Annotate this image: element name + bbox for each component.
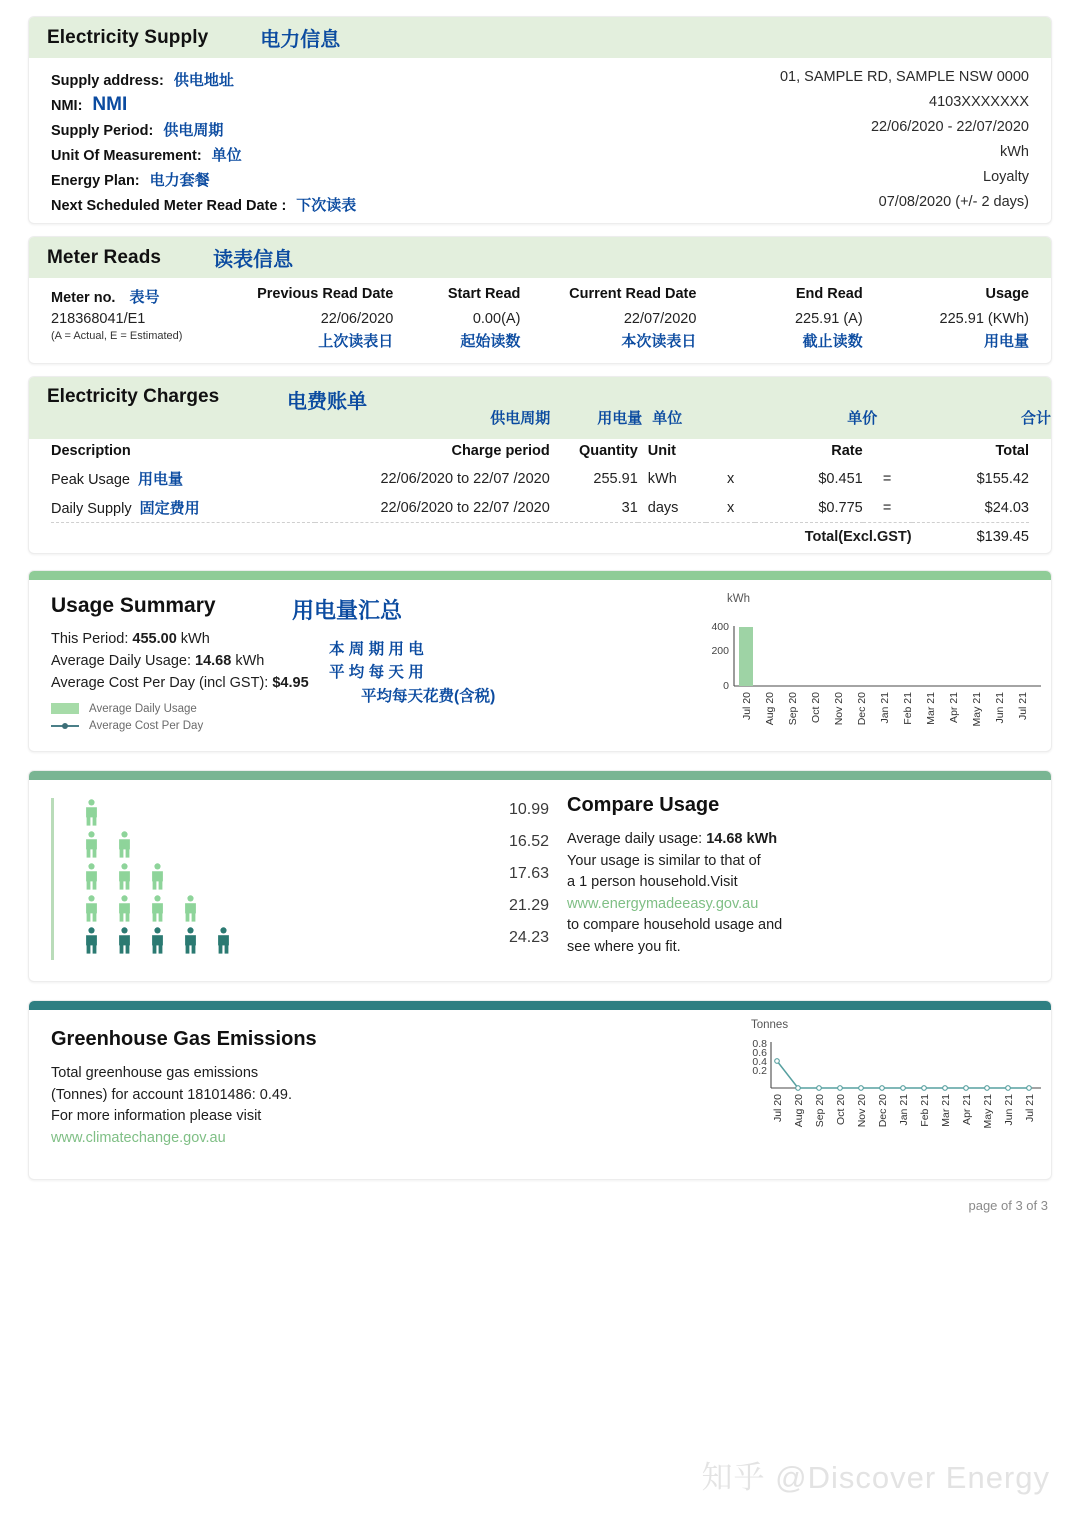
nmi-label-cn: NMI [92,94,128,115]
compare-usage-body [29,780,1051,982]
emissions-point-mar-21 [943,1086,948,1091]
emissions-line-chart-svg [729,1014,1049,1142]
person-icon [141,927,174,954]
usage-summary-card [28,570,1052,752]
greenhouse-gas-title: Greenhouse Gas Emissions [51,1028,317,1050]
greenhouse-gas-top-accent [29,1001,1051,1010]
start-read-value: 0.00(A) [472,311,521,327]
section-title-cn: 电力信息 [260,29,341,51]
total-divider [51,523,755,546]
emissions-xtick-9: Apr 21 [961,1094,973,1125]
usage-chart-y-unit: kWh [727,593,750,605]
multiply-operator-peak: x [727,470,735,487]
energy-plan-label: Energy Plan: [51,173,140,189]
legend-swatch-icon [51,703,79,714]
next-read-value: 07/08/2020 (+/- 2 days) [878,194,1029,210]
average-cost-per-day-value: $4.95 [272,675,309,691]
charges-body [29,439,1051,545]
emissions-line-markers [775,1059,1032,1091]
compare-average-line [567,829,782,851]
household-value-5-person: 24.23 [508,929,549,946]
compare-line-3: a 1 person household.Visit [567,874,738,890]
equals-operator-daily: = [882,499,892,516]
usage-xtick-3: Oct 20 [810,692,822,723]
next-read-label-cn: 下次读表 [296,197,357,214]
current-read-date-header: Current Read Date [569,286,697,302]
emissions-xtick-11: Jun 21 [1003,1094,1015,1126]
person-icon [141,863,174,890]
charge-description-daily [51,493,315,523]
electricity-supply-card [28,16,1052,224]
rate-daily: $0.775 [818,499,863,516]
pictogram-row [75,794,240,826]
total-excl-gst-label: Total(Excl.GST) [755,523,911,546]
actual-estimated-note: (A = Actual, E = Estimated) [51,330,183,342]
this-period-label: This Period: [51,631,129,647]
meter-reads-card [28,236,1052,364]
household-usage-values [481,794,549,954]
meter-no-header [51,286,207,311]
table-subnote-row [51,330,1029,351]
average-cost-per-day-label: Average Cost Per Day (incl GST): [51,675,269,691]
emissions-xtick-0: Jul 20 [772,1094,784,1123]
charge-period-header: Charge period [451,443,550,459]
compare-line-6: see where you fit. [567,938,681,955]
emissions-point-nov-20 [859,1086,864,1091]
total-header: Total [995,443,1029,459]
quantity-peak: 255.91 [593,470,638,487]
emissions-ytick-0-8: 0.8 [752,1038,767,1050]
usage-xtick-4: Nov 20 [833,692,845,726]
table-row [51,493,1029,523]
emissions-point-jan-21 [901,1086,906,1091]
spacer-cell [29,407,305,430]
emissions-point-apr-21 [964,1086,969,1091]
usage-chart-ytick-0: 0 [723,680,729,692]
person-icon [75,927,108,954]
household-value-2-person: 16.52 [508,833,549,850]
supply-details [29,58,1051,219]
usage-header: Usage [985,286,1029,302]
usage-xtick-12: Jul 21 [1017,692,1029,721]
emissions-point-sep-20 [817,1086,822,1091]
greenhouse-line-3: For more information please visit [51,1108,262,1124]
energy-plan-label-cn: 电力套餐 [149,172,210,189]
usage-summary-title: Usage Summary [51,594,216,617]
emissions-xtick-7: Feb 21 [919,1094,931,1127]
greenhouse-line-1: Total greenhouse gas emissions [51,1065,259,1081]
emissions-xtick-6: Jan 21 [898,1094,910,1126]
supply-period-value: 22/06/2020 - 22/07/2020 [870,119,1029,135]
supply-row-next-read [51,194,1029,219]
compare-line-2: Your usage is similar to that of [567,852,761,869]
quantity-header: Quantity [578,443,638,459]
total-daily: $24.03 [984,499,1029,516]
this-period-unit: kWh [180,631,210,647]
charge-period-peak: 22/06/2020 to 22/07 /2020 [380,470,550,487]
emissions-xtick-1: Aug 20 [793,1094,805,1128]
charges-cn-header-table [29,407,1051,430]
usage-xtick-9: Apr 21 [948,692,960,723]
this-period-label-cn: 本 周 期 用 电 [329,641,424,658]
usage-summary-title-cn: 用电量汇总 [292,598,403,623]
multiply-operator-daily: x [727,499,735,516]
end-read-value: 225.91 (A) [794,311,863,327]
rate-header: Rate [831,443,863,459]
legend-label-average-daily-usage: Average Daily Usage [89,702,197,715]
person-icon [75,831,108,858]
compare-average-label: Average daily usage: [567,831,703,847]
energy-plan-value: Loyalty [983,169,1029,185]
usage-value: 225.91 (KWh) [939,311,1029,327]
emissions-point-jun-21 [1006,1086,1011,1091]
energy-made-easy-link[interactable]: www.energymadeeasy.gov.au [567,895,759,912]
average-daily-usage-value: 14.68 [195,653,232,669]
total-excl-gst-value: $139.45 [912,523,1029,546]
person-icon [75,895,108,922]
supply-row-plan [51,169,1029,194]
page-number: page of 3 of 3 [968,1198,1048,1213]
usage-bar-chart [689,588,1049,743]
emissions-xtick-3: Oct 20 [835,1094,847,1125]
usage-xtick-2: Sep 20 [787,692,799,726]
compare-line-5: to compare household usage and [567,917,783,933]
emissions-xtick-8: Mar 21 [940,1094,952,1127]
electricity-charges-header [29,377,1051,439]
pictogram-row [75,858,240,890]
end-read-header-cn: 截止读数 [802,333,863,350]
total-peak: $155.42 [976,470,1029,487]
emissions-xtick-5: Dec 20 [877,1094,889,1128]
description-header: Description [51,443,131,459]
household-value-4-person: 21.29 [508,897,549,914]
emissions-point-may-21 [985,1086,990,1091]
start-read-header: Start Read [447,286,521,302]
supply-address-label: Supply address: [51,73,164,89]
end-read-header: End Read [795,286,863,302]
usage-header-cn: 用电量 [983,333,1029,350]
section-title-cn: 电费账单 [287,391,367,413]
supply-row-address [51,69,1029,94]
usage-bar-chart-svg [689,588,1049,738]
supply-period-label: Supply Period: [51,123,154,139]
emissions-chart-x-tick-labels [772,1094,1036,1129]
legend-line-marker-icon [51,720,79,731]
unit-header: Unit [647,443,676,459]
charge-period-header-cn: 供电周期 [490,410,551,427]
table-row [51,311,1029,330]
usage-chart-ytick-200: 200 [711,645,729,657]
person-icon [108,895,141,922]
meter-no-value: 218368041/E1 [51,311,146,327]
person-icon [207,927,240,954]
charges-cn-row [29,407,1051,430]
table-header-row [51,443,1029,464]
emissions-point-jul-21 [1027,1086,1032,1091]
charges-table [51,443,1029,545]
emissions-xtick-4: Nov 20 [856,1094,868,1128]
electricity-charges-card [28,376,1052,554]
total-header-cn: 合计 [1020,410,1051,427]
table-header-row [51,286,1029,311]
household-pictogram [75,794,240,954]
average-daily-usage-label: Average Daily Usage: [51,653,191,669]
greenhouse-line-2: (Tonnes) for account 18101486: 0.49. [51,1086,293,1103]
pictogram-row-highlighted [75,922,240,954]
emissions-line-chart [729,1014,1049,1147]
pictogram-row [75,826,240,858]
op-col-header [706,443,755,464]
usage-summary-cn-annotations [329,638,424,684]
supply-period-label-cn: 供电周期 [163,122,224,139]
usage-xtick-1: Aug 20 [764,692,776,726]
person-icon [174,927,207,954]
person-icon [141,895,174,922]
unit-header-cn: 单位 [652,410,683,427]
equals-operator-peak: = [882,470,892,487]
current-read-date-value: 22/07/2020 [623,311,697,327]
household-value-1-person: 10.99 [508,801,549,818]
meter-reads-table-wrap [29,278,1051,351]
supply-row-nmi [51,94,1029,119]
previous-read-date-header: Previous Read Date [257,286,394,302]
usage-xtick-5: Dec 20 [856,692,868,726]
climatechange-link[interactable]: www.climatechange.gov.au [51,1129,226,1146]
compare-usage-title: Compare Usage [567,794,720,816]
table-row [51,464,1029,493]
person-icon [174,895,207,922]
charge-period-daily: 22/06/2020 to 22/07 /2020 [380,499,550,516]
charge-description-peak-en: Peak Usage [51,472,130,488]
next-read-label: Next Scheduled Meter Read Date : [51,198,287,214]
quantity-header-cn: 用电量 [597,410,643,427]
rate-peak: $0.451 [818,470,863,487]
emissions-ytick-0-4: 0.4 [752,1056,767,1068]
usage-chart-ytick-400: 400 [711,621,729,633]
emissions-xtick-12: Jul 21 [1024,1094,1036,1123]
section-title-en: Meter Reads [47,246,162,268]
charge-description-peak-cn: 用电量 [138,471,184,488]
this-period-value: 455.00 [132,631,177,647]
electricity-supply-header [29,17,1051,58]
usage-bar-jul-20 [739,627,753,686]
usage-xtick-7: Feb 21 [902,692,914,725]
op2-col-header [863,443,912,464]
section-title-en: Electricity Supply [47,26,209,48]
previous-read-date-header-cn: 上次读表日 [318,333,394,350]
emissions-chart-y-unit: Tonnes [751,1019,789,1031]
emissions-ytick-0-6: 0.6 [752,1047,767,1059]
emissions-point-jul-20 [775,1059,780,1064]
supply-address-label-cn: 供电地址 [173,72,234,89]
previous-read-date-value: 22/06/2020 [320,311,394,327]
section-title-cn: 读表信息 [213,249,294,271]
compare-usage-card [28,770,1052,982]
usage-chart-x-tick-labels [741,692,1029,727]
quantity-daily: 31 [621,499,638,516]
nmi-value: 4103XXXXXXX [929,94,1029,110]
usage-xtick-8: Mar 21 [925,692,937,725]
unit-label-cn: 单位 [211,147,242,164]
unit-peak: kWh [647,470,677,487]
emissions-point-aug-20 [796,1086,801,1091]
op2-spacer [877,407,928,430]
compare-average-value: 14.68 kWh [706,831,778,847]
charge-description-peak [51,464,315,493]
nmi-label: NMI: [51,98,83,114]
greenhouse-gas-body [29,1010,1051,1149]
compare-usage-text [567,794,782,958]
usage-xtick-10: May 21 [971,692,983,727]
emissions-point-dec-20 [880,1086,885,1091]
compare-usage-top-accent [29,771,1051,780]
person-icon [108,863,141,890]
person-icon [108,831,141,858]
emissions-point-feb-21 [922,1086,927,1091]
average-cost-per-day-label-cn: 平均每天花费(含税) [361,688,496,705]
emissions-xtick-2: Sep 20 [814,1094,826,1128]
meter-reads-header [29,237,1051,278]
meter-no-header-cn: 表号 [129,289,160,306]
usage-summary-top-accent [29,571,1051,580]
household-value-3-person: 17.63 [508,865,549,882]
current-read-date-header-cn: 本次读表日 [621,333,697,350]
op1-spacer [714,407,765,430]
rate-header-cn: 单价 [847,410,878,427]
charge-description-daily-cn: 固定费用 [139,500,200,517]
start-read-header-cn: 起始读数 [460,333,521,350]
unit-label: Unit Of Measurement: [51,148,202,164]
meter-no-header-en: Meter no. [51,290,116,306]
usage-xtick-11: Jun 21 [994,692,1006,724]
usage-xtick-6: Jan 21 [879,692,891,724]
watermark: 知乎 @Discover Energy [701,1460,1050,1495]
section-title-en: Electricity Charges [47,386,220,407]
emissions-ytick-0-2: 0.2 [752,1065,767,1077]
unit-daily: days [647,499,679,516]
greenhouse-gas-card [28,1000,1052,1180]
usage-xtick-0: Jul 20 [741,692,753,721]
household-chart-axis [51,798,54,960]
average-daily-usage-label-cn: 平 均 每 天 用 [329,664,424,681]
charges-total-row [51,523,1029,546]
usage-summary-body [29,580,1051,734]
person-icon [75,863,108,890]
emissions-xtick-10: May 21 [982,1094,994,1129]
charge-description-daily-en: Daily Supply [51,501,132,517]
charges-cn-header-row [29,407,1051,430]
legend-label-average-cost-per-day: Average Cost Per Day [89,719,204,732]
unit-value: kWh [1000,144,1029,160]
person-icon [75,799,108,826]
supply-row-period [51,119,1029,144]
person-icon [108,927,141,954]
emissions-line-path [777,1061,1029,1088]
pictogram-row [75,890,240,922]
meter-reads-table [51,286,1029,351]
emissions-point-oct-20 [838,1086,843,1091]
supply-row-unit [51,144,1029,169]
average-daily-usage-unit: kWh [235,653,265,669]
supply-address-value: 01, SAMPLE RD, SAMPLE NSW 0000 [779,69,1029,85]
